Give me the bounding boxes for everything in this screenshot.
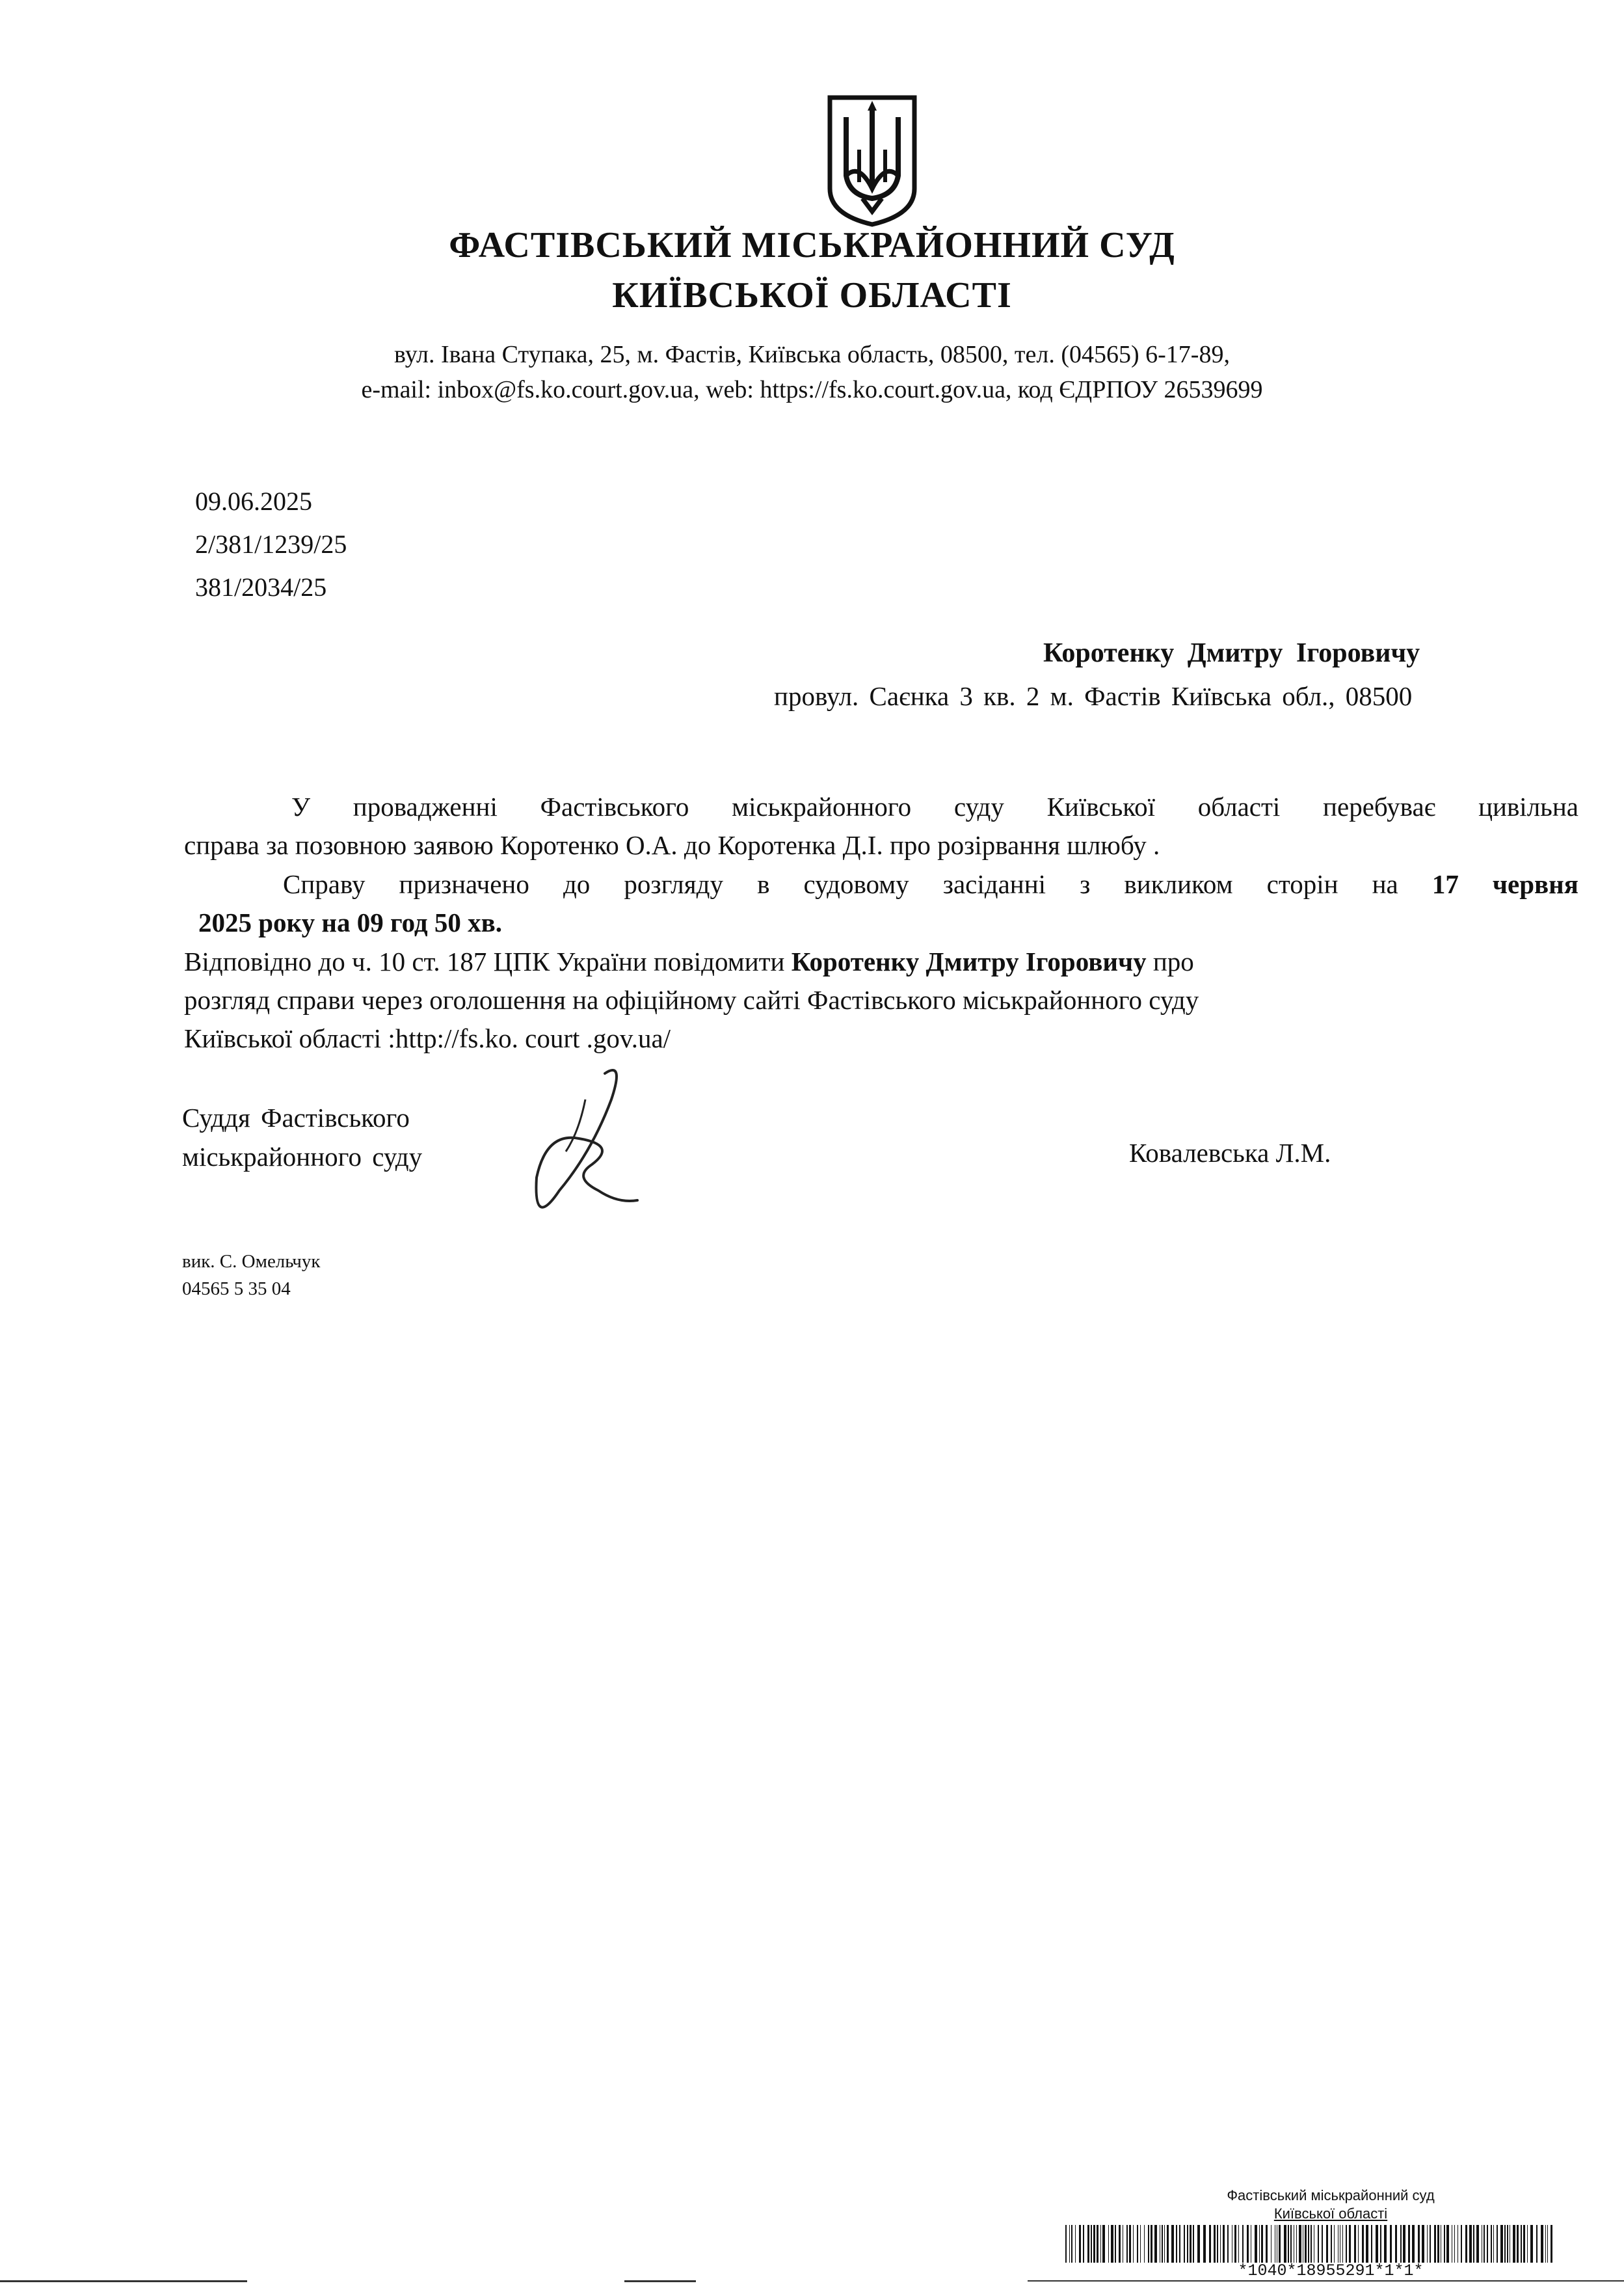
paragraph-hearing: [184, 865, 1578, 942]
barcode-bar: [1362, 2225, 1364, 2263]
barcode-bar: [1238, 2225, 1239, 2263]
barcode-bar: [1390, 2225, 1392, 2263]
barcode-bar: [1427, 2225, 1428, 2263]
barcode-bar: [1193, 2225, 1194, 2263]
hearing-time: 2025 року на 09 год 50 хв.: [198, 908, 503, 937]
barcode-bar: [1079, 2225, 1081, 2263]
barcode-bar: [1083, 2225, 1084, 2263]
letter-date: 09.06.2025: [195, 487, 312, 516]
barcode-bar: [1197, 2225, 1200, 2263]
barcode-bar: [1380, 2225, 1381, 2263]
barcode-bar: [1491, 2225, 1492, 2263]
stamp-region: Київської області: [1273, 2205, 1388, 2222]
addressee-name: Коротенку Дмитру Ігоровичу: [1043, 638, 1420, 668]
barcode-bar: [1504, 2225, 1506, 2263]
barcode-bar: [1190, 2225, 1191, 2263]
barcode-bar: [1493, 2225, 1494, 2263]
barcode-bar: [1154, 2225, 1157, 2263]
barcode-bar: [1119, 2225, 1121, 2263]
barcode-bar: [1075, 2225, 1076, 2263]
barcode-bar: [1507, 2225, 1508, 2263]
barcode-bar: [1371, 2225, 1372, 2263]
barcode-bar: [1469, 2225, 1472, 2263]
barcode-bar: [1331, 2225, 1332, 2263]
barcode-bar: [1521, 2225, 1522, 2263]
executor-name: вик. С. Омельчук: [182, 1251, 321, 1272]
stamp-court-name: Фастівський міськрайонний суд: [1227, 2187, 1435, 2203]
addressee-address: провул. Саєнка 3 кв. 2 м. Фастів Київська обл., 08500: [774, 681, 1413, 711]
barcode-bar: [1305, 2225, 1307, 2263]
court-contacts: e-mail: inbox@fs.ko.court.gov.ua, web: https://fs.ko.court.gov.ua, код ЄДРПОУ 26539699: [361, 376, 1263, 403]
notice-text: Відповідно до ч. 10 ст. 187 ЦПК України повідомити: [184, 947, 792, 977]
barcode-bar: [1446, 2225, 1449, 2263]
barcode-bar: [1536, 2225, 1537, 2263]
judge-name: Ковалевська Л.М.: [1129, 1138, 1331, 1168]
barcode-bar: [1284, 2225, 1286, 2263]
barcode-bar: [1115, 2225, 1116, 2263]
barcode-code: *1040*18955291*1*1*: [1238, 2261, 1424, 2280]
barcode-bar: [1513, 2225, 1515, 2263]
barcode-bar: [1137, 2225, 1138, 2263]
barcode-bar: [1167, 2225, 1169, 2263]
barcode-bar: [1126, 2225, 1128, 2263]
barcode-bar: [1129, 2225, 1131, 2263]
barcode-bar: [1497, 2225, 1498, 2263]
text-line: [184, 865, 1578, 904]
case-number: 2/381/1239/25: [195, 530, 347, 559]
coat-of-arms-icon: [823, 91, 921, 228]
barcode-bar: [1133, 2225, 1134, 2263]
hearing-text: Справу призначено до розгляду в судовому засіданні з викликом сторін на: [283, 869, 1432, 899]
barcode-bar: [1541, 2225, 1543, 2263]
barcode-bar: [1444, 2225, 1445, 2263]
barcode-bar: [1422, 2225, 1424, 2263]
barcode-bar: [1164, 2225, 1165, 2263]
barcode-bar: [1227, 2225, 1229, 2263]
barcode-bar: [1334, 2225, 1335, 2263]
executor-phone: 04565 5 35 04: [182, 1278, 291, 1299]
barcode-bar: [1400, 2225, 1402, 2263]
barcode-bar: [1412, 2225, 1415, 2263]
barcode: [1064, 2225, 1558, 2263]
barcode-bar: [1071, 2225, 1072, 2263]
notice-tail: про: [1146, 947, 1194, 977]
barcode-bar: [1551, 2225, 1552, 2263]
barcode-bar: [1162, 2225, 1163, 2263]
executor-info: [182, 1248, 320, 1302]
barcode-bar: [1069, 2225, 1070, 2263]
text-line: Київської області :http://fs.ko. court .gov.ua/: [184, 1023, 671, 1053]
barcode-bar: [1184, 2225, 1185, 2263]
barcode-bar: [1349, 2225, 1351, 2263]
paragraph-notice: [184, 943, 1578, 1058]
barcode-bar: [1261, 2225, 1263, 2263]
barcode-bar: [1545, 2225, 1546, 2263]
barcode-bar: [1326, 2225, 1328, 2263]
barcode-bar: [1408, 2225, 1410, 2263]
barcode-bar: [1484, 2225, 1485, 2263]
barcode-bar: [1346, 2225, 1347, 2263]
barcode-bar: [1148, 2225, 1149, 2263]
barcode-bar: [1547, 2225, 1548, 2263]
barcode-bar: [1288, 2225, 1289, 2263]
barcode-bar: [1465, 2225, 1467, 2263]
court-name-line2: КИЇВСЬКОЇ ОБЛАСТІ: [612, 275, 1012, 316]
judge-title-line: міськрайонного суду: [182, 1142, 423, 1172]
barcode-bar: [1476, 2225, 1479, 2263]
barcode-bar: [1247, 2225, 1249, 2263]
barcode-bar: [1179, 2225, 1180, 2263]
barcode-bar: [1217, 2225, 1218, 2263]
paragraph-case-info: [184, 788, 1578, 865]
barcode-bar: [1517, 2225, 1519, 2263]
barcode-bar: [1311, 2225, 1312, 2263]
barcode-bar: [1403, 2225, 1405, 2263]
barcode-bar: [1259, 2225, 1260, 2263]
barcode-bar: [1290, 2225, 1292, 2263]
barcode-bar: [1437, 2225, 1439, 2263]
barcode-bar: [1255, 2225, 1257, 2263]
scan-edge-line: [1028, 2280, 1624, 2282]
hearing-date: 17 червня: [1431, 869, 1578, 899]
text-line: справа за позовною заявою Коротенко О.А. до Коротенка Д.І. про розірвання шлюбу .: [184, 830, 1160, 860]
barcode-bar: [1376, 2225, 1378, 2263]
barcode-bar: [1461, 2225, 1462, 2263]
barcode-bar: [1209, 2225, 1211, 2263]
barcode-bar: [1418, 2225, 1420, 2263]
notice-name: Коротенку Дмитру Ігоровичу: [791, 947, 1147, 977]
barcode-bar: [1430, 2225, 1431, 2263]
barcode-bar: [1299, 2225, 1301, 2263]
barcode-bar: [1500, 2225, 1503, 2263]
barcode-bar: [1354, 2225, 1356, 2263]
barcode-bar: [1358, 2225, 1359, 2263]
barcode-bar: [1214, 2225, 1216, 2263]
scan-edge-line: [0, 2280, 247, 2282]
barcode-bar: [1523, 2225, 1525, 2263]
barcode-bar: [1434, 2225, 1436, 2263]
barcode-bar: [1296, 2225, 1297, 2263]
letter-meta: [195, 480, 347, 609]
barcode-bar: [1111, 2225, 1113, 2263]
barcode-bar: [1108, 2225, 1109, 2263]
barcode-bar: [1384, 2225, 1387, 2263]
barcode-bar: [1223, 2225, 1225, 2263]
barcode-bar: [1234, 2225, 1236, 2263]
barcode-bar: [1144, 2225, 1145, 2263]
barcode-bar: [1091, 2225, 1092, 2263]
handwritten-signature: [520, 1060, 650, 1243]
court-address: вул. Івана Ступака, 25, м. Фастів, Київська область, 08500, тел. (04565) 6-17-89,: [394, 341, 1230, 368]
barcode-bar: [1322, 2225, 1323, 2263]
barcode-bar: [1366, 2225, 1368, 2263]
barcode-bar: [1395, 2225, 1397, 2263]
barcode-bar: [1140, 2225, 1141, 2263]
barcode-bar: [1097, 2225, 1098, 2263]
barcode-bar: [1065, 2225, 1067, 2263]
barcode-bar: [1266, 2225, 1268, 2263]
barcode-bar: [1187, 2225, 1188, 2263]
barcode-bar: [1102, 2225, 1105, 2263]
barcode-bar: [1527, 2225, 1528, 2263]
barcode-bar: [1530, 2225, 1533, 2263]
barcode-bar: [1473, 2225, 1474, 2263]
barcode-bar: [1176, 2225, 1177, 2263]
proceeding-number: 381/2034/25: [195, 572, 327, 602]
barcode-bar: [1342, 2225, 1343, 2263]
court-name-line1: ФАСТІВСЬКИЙ МІСЬКРАЙОННИЙ СУД: [449, 225, 1175, 265]
barcode-bar: [1171, 2225, 1174, 2263]
barcode-bar: [1487, 2225, 1488, 2263]
barcode-bar: [1318, 2225, 1319, 2263]
barcode-bar: [1454, 2225, 1455, 2263]
text-line: [184, 943, 1578, 981]
barcode-bar: [1308, 2225, 1309, 2263]
barcode-bar: [1087, 2225, 1089, 2263]
text-line: У провадженні Фастівського міськрайонного суду Київської області перебуває цивільна: [291, 792, 1578, 822]
barcode-bar: [1242, 2225, 1244, 2263]
barcode-bar: [1203, 2225, 1206, 2263]
barcode-bar: [1279, 2225, 1281, 2263]
barcode-bar: [1220, 2225, 1221, 2263]
judge-title: [182, 1098, 422, 1176]
text-line: розгляд справи через оголошення на офіційному сайті Фастівського міськрайонного суду: [184, 985, 1199, 1015]
barcode-bar: [1100, 2225, 1101, 2263]
barcode-bar: [1151, 2225, 1152, 2263]
scan-edge-line: [624, 2280, 696, 2282]
barcode-bar: [1093, 2225, 1095, 2263]
judge-title-line: Суддя Фастівського: [182, 1103, 410, 1133]
